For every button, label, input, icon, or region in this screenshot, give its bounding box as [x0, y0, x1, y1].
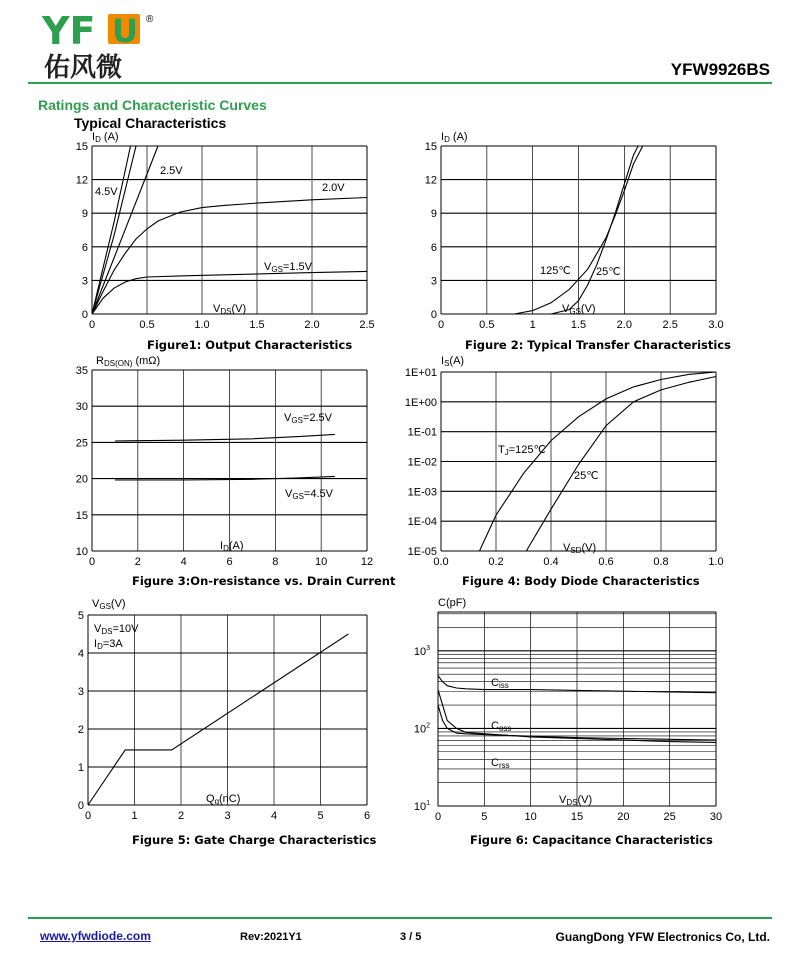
fig3-label-2v5: VGS=2.5V — [284, 412, 332, 425]
footer-rule — [28, 917, 772, 919]
fig3-y-tick: 10 — [75, 546, 88, 558]
website-link[interactable]: www.yfwdiode.com — [40, 929, 151, 943]
fig3-y-tick: 30 — [75, 401, 88, 414]
fig4-caption: Figure 4: Body Diode Characteristics — [462, 574, 700, 588]
fig6-x-tick: 25 — [663, 811, 676, 823]
fig3-y-tick: 15 — [75, 509, 88, 522]
fig4-xlabel: VSD(V) — [563, 542, 597, 555]
fig5-y-tick: 1 — [77, 762, 84, 774]
fig2-ylabel: ID (A) — [441, 131, 468, 144]
fig1-x-tick: 2.5 — [359, 319, 375, 331]
fig6-y-tick: $10^1$ — [413, 800, 430, 813]
fig2-caption: Figure 2: Typical Transfer Characteristics — [465, 338, 731, 352]
fig5-x-tick: 4 — [270, 810, 278, 822]
fig5-x-tick: 5 — [317, 810, 324, 822]
fig5-y-tick: 4 — [77, 648, 84, 660]
section-title: Ratings and Characteristic Curves — [38, 97, 267, 113]
fig3-x-tick: 6 — [226, 556, 233, 568]
fig4-x-tick: 0.8 — [653, 556, 669, 568]
fig5-annotation-id: ID=3A — [94, 638, 123, 651]
fig4-y-tick: 1E-01 — [407, 426, 437, 439]
fig3-y-tick: 25 — [75, 437, 88, 450]
fig6-y-tick: $10^3$ — [413, 644, 430, 658]
fig1-y-tick: 3 — [81, 275, 88, 288]
fig5-y-tick: 3 — [77, 686, 84, 698]
fig5-annotation-vds: VDS=10V — [94, 623, 139, 636]
fig5-y-tick: 5 — [77, 610, 84, 622]
fig2-x-tick: 1 — [529, 319, 536, 331]
fig2-series-25- — [551, 146, 638, 314]
fig5-y-tick: 2 — [77, 724, 84, 736]
sub-title: Typical Characteristics — [74, 115, 227, 131]
fig1-label-4v5: 4.5V — [95, 186, 118, 198]
svg-text:U: U — [112, 12, 138, 50]
fig2-x-tick: 2.0 — [616, 319, 632, 331]
logo-chinese: 佑风微 — [44, 53, 123, 80]
fig4-x-tick: 0.4 — [543, 556, 559, 568]
fig3-x-tick: 8 — [272, 556, 279, 568]
fig1-x-tick: 2.0 — [304, 319, 320, 331]
fig3-caption: Figure 3:On-resistance vs. Drain Current — [132, 574, 396, 588]
fig2-x-tick: 0.5 — [479, 319, 495, 331]
fig1-label-2v5: 2.5V — [160, 165, 183, 177]
fig1-label-2v0: 2.0V — [322, 182, 345, 194]
fig4-x-tick: 0.6 — [598, 556, 614, 568]
fig5-x-tick: 0 — [84, 810, 92, 822]
fig6-caption: Figure 6: Capacitance Characteristics — [470, 833, 713, 847]
fig1-xlabel: VDS(V) — [213, 303, 247, 316]
fig4-label-125c: TJ=125℃ — [498, 444, 546, 457]
fig6-label-coss: Coss — [491, 720, 512, 733]
fig3-x-tick: 10 — [315, 556, 328, 568]
fig2-label-25c: 25℃ — [596, 266, 621, 278]
fig3-ylabel: RDS(ON) (mΩ) — [96, 355, 161, 368]
fig5-x-tick: 1 — [131, 810, 138, 822]
fig5-x-tick: 6 — [363, 810, 371, 822]
fig3-series-vgs-2-5v — [115, 434, 335, 441]
fig1-y-tick: 9 — [81, 208, 88, 221]
fig3-x-tick: 2 — [134, 556, 141, 568]
fig1-caption: Figure1: Output Characteristics — [147, 338, 353, 352]
fig6-x-tick: 0 — [434, 811, 442, 823]
company-name: GuangDong YFW Electronics Co, Ltd. — [555, 930, 770, 944]
fig2-x-tick: 1.5 — [570, 319, 587, 331]
fig4-series-25- — [526, 377, 716, 552]
fig4-y-tick: 1E+00 — [404, 396, 437, 409]
fig4-y-tick: 1E-03 — [407, 486, 437, 499]
fig1-x-tick: 0.5 — [139, 319, 155, 331]
fig6-x-tick: 10 — [524, 811, 537, 823]
fig5-caption: Figure 5: Gate Charge Characteristics — [132, 833, 377, 847]
fig2-y-tick: 15 — [424, 141, 437, 153]
revision: Rev:2021Y1 — [240, 931, 302, 943]
fig1-x-tick: 1.5 — [249, 319, 265, 331]
fig2-x-tick: 3.0 — [708, 319, 724, 331]
fig1-x-tick: 1.0 — [194, 319, 210, 331]
fig4-x-tick: 1.0 — [708, 556, 724, 568]
fig6-ylabel: C(pF) — [438, 597, 467, 609]
fig4-ylabel: IS(A) — [441, 355, 465, 368]
fig3-x-tick: 0 — [88, 556, 96, 568]
fig1-series-2-0v — [92, 198, 367, 315]
fig1-ylabel: ID (A) — [92, 131, 119, 144]
fig3-y-tick: 20 — [75, 473, 88, 486]
fig5-series-0 — [88, 634, 348, 805]
fig4-y-tick: 1E-02 — [407, 456, 437, 469]
fig6-xlabel: VDS(V) — [559, 794, 593, 807]
part-number: YFW9926BS — [670, 60, 770, 79]
fig5-xlabel: Qg(nC) — [206, 793, 241, 806]
fig1-y-tick: 15 — [75, 141, 88, 153]
fig1-label-1v5: VGS=1.5V — [264, 261, 312, 274]
registered-mark: ® — [146, 14, 154, 25]
fig2-x-tick: 2.5 — [662, 319, 678, 331]
fig4-x-tick: 0.2 — [488, 556, 504, 568]
fig3-y-tick: 35 — [75, 365, 88, 377]
fig3-x-tick: 4 — [180, 556, 187, 568]
logo-yf: YF — [42, 9, 96, 53]
fig6-label-ciss: Ciss — [491, 677, 509, 690]
fig2-y-tick: 0 — [430, 309, 437, 321]
fig5-x-tick: 3 — [224, 810, 231, 822]
fig1-y-tick: 6 — [81, 241, 88, 254]
fig2-y-tick: 9 — [430, 208, 437, 221]
fig3-label-4v5: VGS=4.5V — [285, 488, 333, 501]
fig4-y-tick: 1E+01 — [404, 367, 437, 379]
fig3-xlabel: ID(A) — [220, 540, 244, 553]
fig2-y-tick: 6 — [430, 241, 437, 254]
fig4-label-25c: 25℃ — [574, 470, 599, 482]
fig6-x-tick: 15 — [570, 811, 584, 823]
fig4-y-tick: 1E-05 — [407, 546, 437, 558]
fig2-xlabel: VGS(V) — [562, 303, 596, 316]
fig2-y-tick: 3 — [430, 275, 437, 288]
fig1-y-tick: 12 — [75, 174, 88, 187]
fig6-label-crss: Crss — [491, 757, 510, 770]
fig6-x-tick: 20 — [617, 811, 630, 823]
fig1-x-tick: 0 — [88, 319, 96, 331]
fig4-y-tick: 1E-04 — [407, 516, 437, 529]
fig6-x-tick: 5 — [481, 811, 488, 823]
fig2-label-125c: 125℃ — [540, 265, 571, 277]
fig3-x-tick: 12 — [360, 556, 374, 568]
fig6-y-tick: $10^2$ — [413, 722, 430, 736]
page-number: 3 / 5 — [400, 931, 422, 943]
fig4-x-tick: 0.0 — [433, 556, 449, 568]
fig5-x-tick: 2 — [177, 810, 185, 822]
fig2-x-tick: 0 — [437, 319, 445, 331]
fig5-y-tick: 0 — [77, 800, 84, 812]
fig5-ylabel: VGS(V) — [92, 598, 126, 611]
fig1-y-tick: 0 — [81, 309, 88, 321]
fig6-x-tick: 30 — [709, 811, 723, 823]
fig2-y-tick: 12 — [424, 174, 437, 187]
